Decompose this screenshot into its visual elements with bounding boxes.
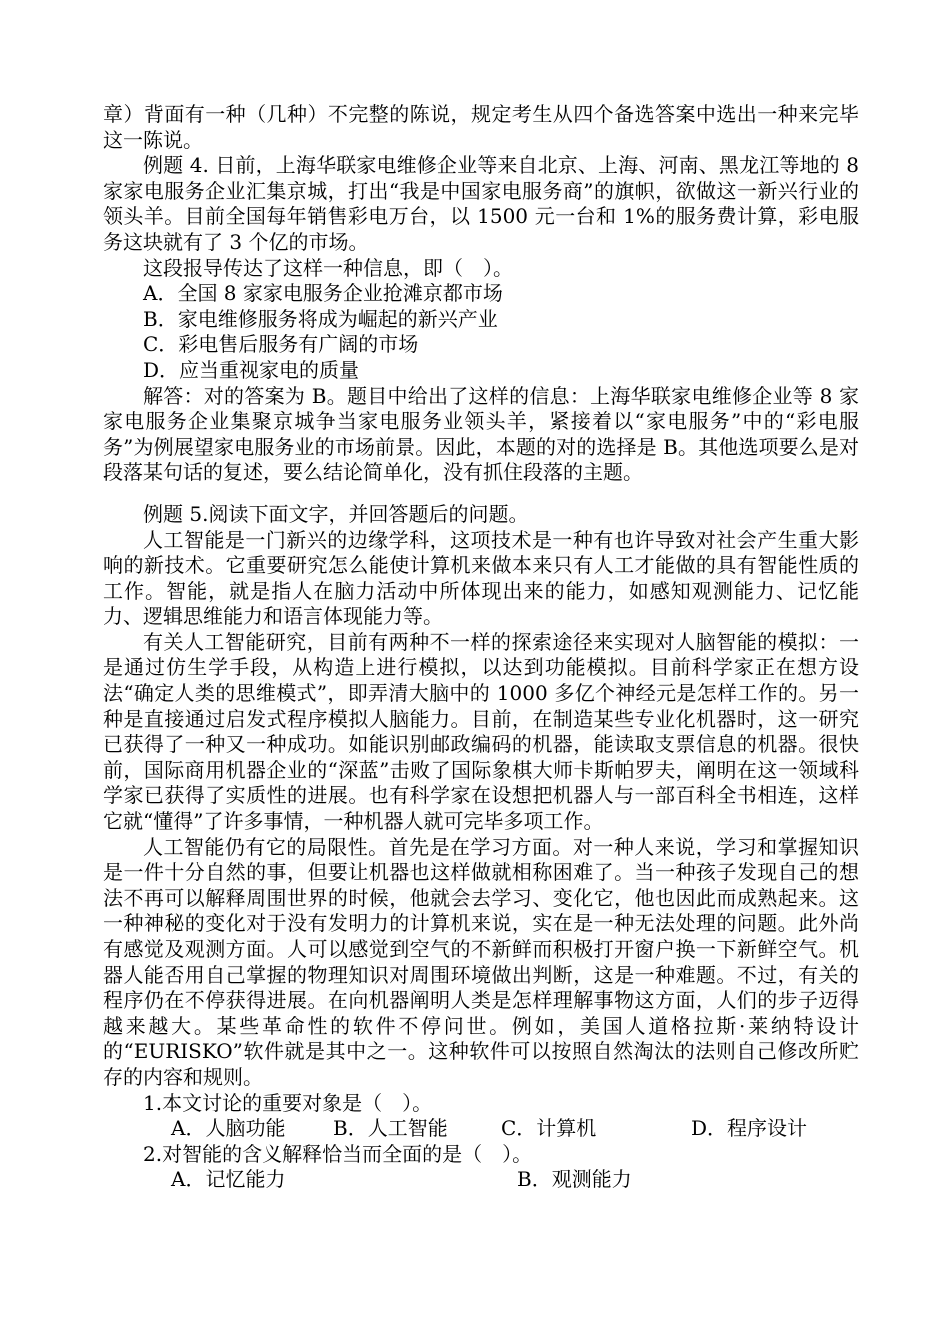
example4-text: 例题 4. 日前，上海华联家电维修企业等来自北京、上海、河南、黑龙江等地的 8 家家电服务企业汇集京城，打出“我是中国家电服务商”的旗帜，欲做这一新兴行业的领头羊。目前全国每年销售彩电万台，以 1500 元一台和 1%的服务费计算，彩电服务这块就有了 3 个亿的市场。 xyxy=(103,153,859,254)
question1-options xyxy=(103,1116,859,1142)
question2-options xyxy=(103,1167,859,1193)
example4-option-c: C．彩电售后服务有广阔的市场 xyxy=(143,332,419,357)
question2-option-b: B．观测能力 xyxy=(517,1167,632,1192)
question1-option-a: A．人脑功能 xyxy=(171,1116,286,1141)
example4-option-a: A．全国 8 家家电服务企业抢滩京都市场 xyxy=(143,281,503,306)
intro-paragraph: 章）背面有一种（几种）不完整的陈说，规定考生从四个备选答案中选出一种来完毕这一陈说。 xyxy=(103,102,859,152)
example4-question: 这段报导传达了这样一种信息，即（ ）。 xyxy=(143,255,513,280)
document-page xyxy=(103,102,859,1193)
example4-option-b: B．家电维修服务将成为崛起的新兴产业 xyxy=(143,306,498,331)
example5-heading: 例题 5.阅读下面文字，并回答题后的问题。 xyxy=(143,501,529,526)
question1: 1.本文讨论的重要对象是（ ）。 xyxy=(143,1090,433,1115)
example5-paragraph-2: 有关人工智能研究，目前有两种不一样的探索途径来实现对人脑智能的模拟：一是通过仿生学手段，从构造上进行模拟，以达到功能模拟。目前科学家正在想方设法“确定人类的思维模式”，即弄清大脑中的 1000 多亿个神经元是怎样工作的。另一种是直接通过启发式程序模拟人脑能力。目前，在制造某些专业化机器时，这一研究已获得了一种又一种成功。如能识别邮政编码的机器，能读取支票信息的机器。很快前，国际商用机器企业的“深蓝”击败了国际象棋大师卡斯帕罗夫，阐明在这一领域科学家已获得了实质性的进展。也有科学家在设想把机器人与一部百科全书相连，这样它就“懂得”了许多事情，一种机器人就可完毕多项工作。 xyxy=(103,629,859,834)
question1-option-b: B．人工智能 xyxy=(333,1116,448,1141)
question2: 2.对智能的含义解释恰当而全面的是（ ）。 xyxy=(143,1141,533,1166)
question1-option-c: C．计算机 xyxy=(501,1116,597,1141)
section-gap xyxy=(103,486,859,502)
question1-option-d: D．程序设计 xyxy=(691,1116,808,1141)
example4-option-d: D．应当重视家电的质量 xyxy=(143,357,360,382)
example5-paragraph-1: 人工智能是一门新兴的边缘学科，这项技术是一种有也许导致对社会产生重大影响的新技术。它重要研究怎么能使计算机来做本来只有人工才能做的具有智能性质的工作。智能，就是指人在脑力活动中所体现出来的能力，如感知观测能力、记忆能力、逻辑思维能力和语言体现能力等。 xyxy=(103,527,859,629)
example4-answer: 解答：对的答案为 B。题目中给出了这样的信息：上海华联家电维修企业等 8 家家电服务企业集聚京城争当家电服务业领头羊，紧接着以“家电服务”中的“彩电服务”为例展望家电服务业的市场前景。因此，本题的对的选择是 B。其他选项要么是对段落某句话的复述，要么结论简单化，没有抓住段落的主题。 xyxy=(103,383,859,485)
question2-option-a: A．记忆能力 xyxy=(171,1167,286,1192)
example5-paragraph-3: 人工智能仍有它的局限性。首先是在学习方面。对一种人来说，学习和掌握知识是一件十分自然的事，但要让机器也这样做就相称困难了。当一种孩子发现自己的想法不再可以解释周围世界的时候，他就会去学习、变化它，他也因此而成熟起来。这一种神秘的变化对于没有发明力的计算机来说，实在是一种无法处理的问题。此外尚有感觉及观测方面。人可以感觉到空气的不新鲜而积极打开窗户换一下新鲜空气。机器人能否用自己掌握的物理知识对周围环境做出判断，这是一种难题。不过，有关的程序仍在不停获得进展。在向机器阐明人类是怎样理解事物这方面，人们的步子迈得越来越大。某些革命性的软件不停问世。例如，美国人道格拉斯·莱纳特设计的“EURISKO”软件就是其中之一。这种软件可以按照自然淘汰的法则自己修改所贮存的内容和规则。 xyxy=(103,834,859,1089)
